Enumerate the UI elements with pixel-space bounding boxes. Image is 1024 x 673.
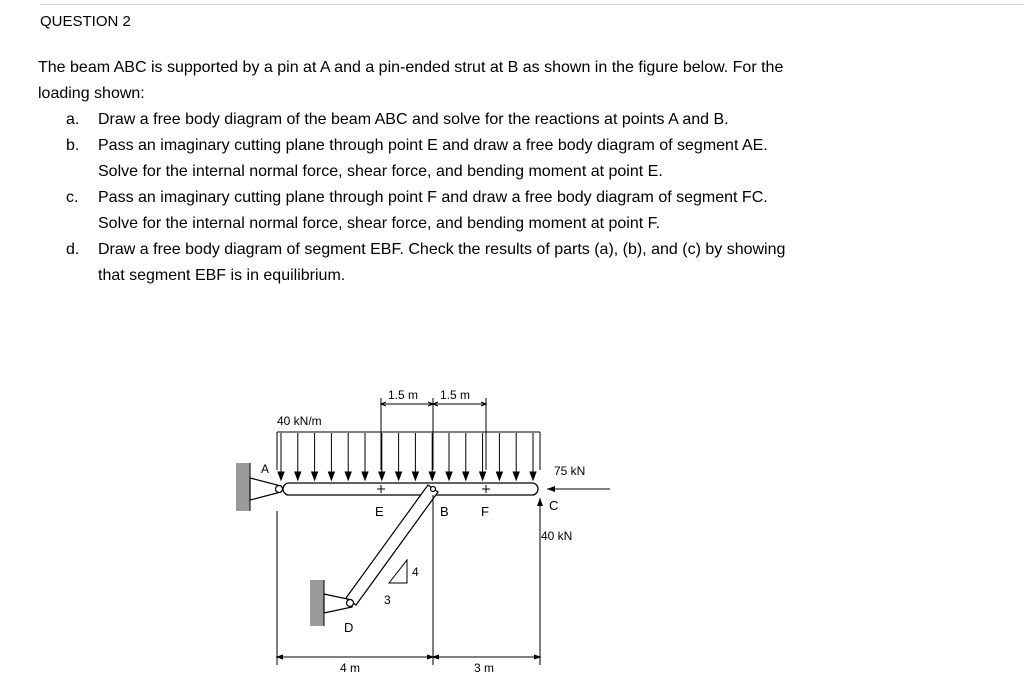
strut-bd [346,485,438,605]
load-arrow-head [345,472,351,480]
label-f: F [481,504,489,519]
part-d [66,237,786,289]
label-b: B [440,504,449,519]
load-arrow-head [396,472,402,480]
load-arrow-head [278,472,284,480]
dim-bottom-right: 3 m [474,661,495,673]
load-arrow-head [530,472,536,480]
load-arrow-head [362,472,368,480]
load-arrow-head [496,472,502,480]
part-b [66,133,786,185]
load-arrow-head [446,472,452,480]
part-text: Draw a free body diagram of the beam ABC and solve for the reactions at points A and B. [98,111,729,128]
part-label: b. [66,137,80,154]
force-75kn-label: 75 kN [554,464,586,478]
beam-abc [283,483,538,495]
load-arrow-head [412,472,418,480]
part-text: Pass an imaginary cutting plane through point E and draw a free body diagram of segment AE. Solve for the internal normal force, shear force, and bending moment at point E. [98,137,768,180]
dim-top-right: 1.5 m [440,388,471,402]
wall-support-d [310,580,324,626]
dim-bottom-left: 4 m [340,661,361,673]
load-arrow-head [463,472,469,480]
top-divider [40,4,1024,5]
dim-top-left: 1.5 m [388,388,419,402]
part-a [66,107,786,133]
force-40kn-label: 40 kN [541,529,573,543]
problem-intro: The beam ABC is supported by a pin at A and a pin-ended strut at B as shown in the figure below. For the loading shown: [38,59,784,102]
load-arrow-head [513,472,519,480]
part-label: a. [66,111,80,128]
pin-b-icon [431,487,436,492]
pin-a-icon [276,486,283,493]
load-arrow-head [379,472,385,480]
question-title: QUESTION 2 [40,13,131,30]
parts-list [66,107,786,289]
beam-figure [225,380,625,673]
part-label: d. [66,241,80,258]
load-arrow-head [480,472,486,480]
pin-d-icon [347,600,354,607]
label-a: A [261,462,270,476]
part-c [66,185,786,237]
wall-support-a [236,463,250,511]
slope-triangle [389,560,407,583]
slope-run-label: 3 [384,593,391,607]
part-text: Pass an imaginary cutting plane through point F and draw a free body diagram of segment FC. Solve for the internal normal force, shear force, and bending moment at point F. [98,189,768,232]
part-label: c. [66,189,79,206]
part-text: Draw a free body diagram of segment EBF. Check the results of parts (a), (b), and (c) by showing that segment EBF is in equilibrium. [98,241,786,284]
load-arrow-head [429,472,435,480]
slope-rise-label: 4 [412,565,419,579]
label-c: C [549,498,559,513]
load-arrow-head [312,472,318,480]
load-arrow-head [328,472,334,480]
distributed-load-label: 40 kN/m [277,414,322,428]
distributed-load-arrows [278,433,536,480]
label-e: E [375,504,384,519]
label-d: D [344,620,354,635]
load-arrow-head [295,472,301,480]
